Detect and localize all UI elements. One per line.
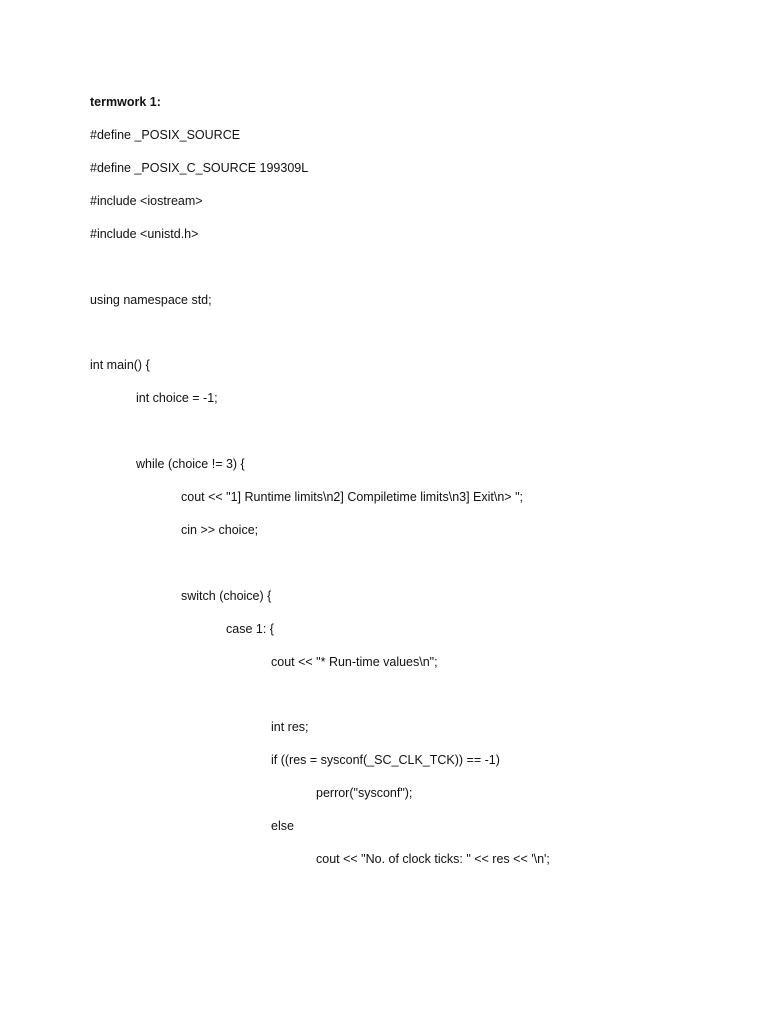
code-line: cout << "* Run-time values\n"; [271, 655, 438, 669]
code-line: #define _POSIX_C_SOURCE 199309L [90, 161, 309, 175]
code-line: int main() { [90, 358, 150, 372]
code-line: if ((res = sysconf(_SC_CLK_TCK)) == -1) [271, 753, 500, 767]
code-line: while (choice != 3) { [136, 457, 245, 471]
code-line: cin >> choice; [181, 523, 259, 537]
code-line: cout << "No. of clock ticks: " << res << '\n'; [316, 852, 550, 866]
code-line: perror("sysconf"); [316, 786, 413, 800]
code-line: int res; [271, 720, 309, 734]
code-line: case 1: { [226, 622, 274, 636]
code-line: using namespace std; [90, 293, 212, 307]
code-line: switch (choice) { [181, 589, 272, 603]
code-line: #define _POSIX_SOURCE [90, 128, 241, 142]
code-line: #include <unistd.h> [90, 227, 199, 241]
code-line: #include <iostream> [90, 194, 203, 208]
code-line: cout << "1] Runtime limits\n2] Compiletime limits\n3] Exit\n> "; [181, 490, 523, 504]
code-line: int choice = -1; [136, 391, 218, 405]
code-line: else [271, 819, 294, 833]
document-heading: termwork 1: [90, 95, 161, 109]
